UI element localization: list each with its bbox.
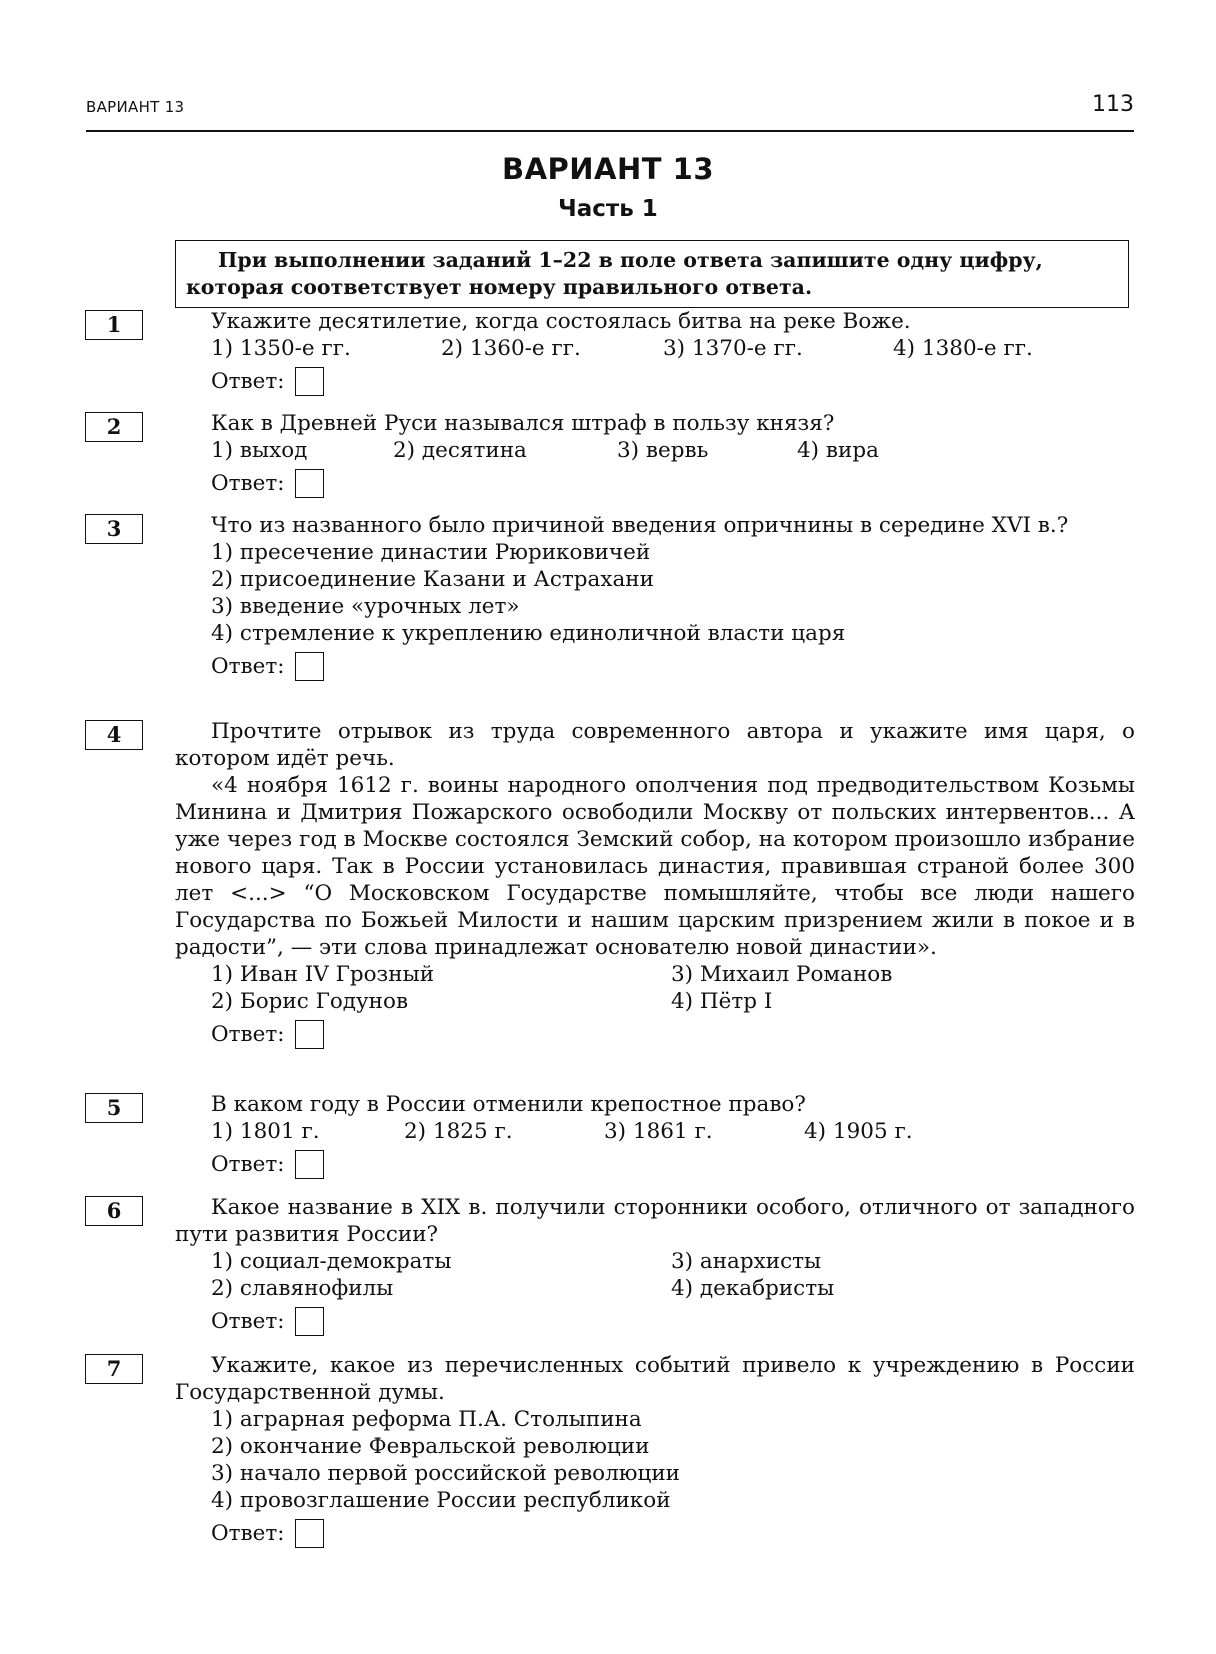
task-number: 7 — [85, 1354, 143, 1384]
answer-box[interactable] — [295, 1519, 324, 1548]
option: 3) вервь — [617, 438, 709, 463]
answer-box[interactable] — [295, 652, 324, 681]
task-5 — [106, 1091, 1135, 1179]
instruction-line-2: которая соответствует номеру правильного ответа. — [186, 275, 813, 299]
task-6 — [106, 1194, 1135, 1336]
answer-row — [175, 651, 1135, 681]
answer-label: Ответ: — [211, 368, 285, 394]
answer-label: Ответ: — [211, 1151, 285, 1177]
running-head: ВАРИАНТ 13 — [86, 98, 185, 116]
task-number: 1 — [85, 310, 143, 340]
instruction-box — [175, 240, 1129, 308]
option: 2) славянофилы — [211, 1276, 394, 1301]
option: 1) 1350-е гг. — [211, 336, 351, 361]
option: 1) пресечение династии Рюриковичей — [211, 540, 651, 565]
answer-row — [175, 468, 1135, 498]
part-title: Часть 1 — [558, 196, 658, 222]
task-1 — [106, 308, 1135, 396]
answer-box[interactable] — [295, 1020, 324, 1049]
task-2 — [106, 410, 1135, 498]
task-options — [175, 539, 1135, 647]
answer-label: Ответ: — [211, 470, 285, 496]
task-question: Укажите десятилетие, когда состоялась битва на реке Воже. — [211, 309, 911, 334]
answer-box[interactable] — [295, 1307, 324, 1336]
task-4 — [106, 718, 1135, 1049]
option: 4) провозглашение России республикой — [211, 1488, 671, 1513]
task-options — [175, 1406, 1135, 1514]
task-number: 5 — [85, 1093, 143, 1123]
answer-row — [175, 1019, 1135, 1049]
option: 3) анархисты — [671, 1249, 822, 1274]
header-rule — [86, 130, 1134, 132]
task-number: 2 — [85, 412, 143, 442]
task-options — [175, 335, 1135, 362]
task-question: Какое название в XIX в. получили сторонники особого, отличного от западного пути развития России? — [175, 1195, 1135, 1247]
task-options — [175, 437, 1135, 464]
option: 1) социал-демократы — [211, 1249, 452, 1274]
page-number: 113 — [1092, 92, 1134, 117]
task-7 — [106, 1352, 1135, 1548]
task-number: 3 — [85, 514, 143, 544]
option: 3) введение «урочных лет» — [211, 594, 520, 619]
variant-title: ВАРИАНТ 13 — [501, 152, 715, 186]
task-question: Прочтите отрывок из труда современного автора и укажите имя царя, о котором идёт речь. — [175, 719, 1135, 771]
task-question: Что из названного было причиной введения опричнины в середине XVI в.? — [211, 513, 1069, 538]
option: 1) аграрная реформа П.А. Столыпина — [211, 1407, 642, 1432]
option: 4) 1380-е гг. — [893, 336, 1033, 361]
task-question: В каком году в России отменили крепостное право? — [211, 1092, 806, 1117]
task-question: Как в Древней Руси назывался штраф в пользу князя? — [211, 411, 835, 436]
answer-box[interactable] — [295, 367, 324, 396]
option: 3) Михаил Романов — [671, 962, 893, 987]
answer-label: Ответ: — [211, 653, 285, 679]
answer-label: Ответ: — [211, 1021, 285, 1047]
option: 2) присоединение Казани и Астрахани — [211, 567, 654, 592]
answer-row — [175, 1306, 1135, 1336]
task-number: 6 — [85, 1196, 143, 1226]
task-3 — [106, 512, 1135, 681]
answer-row — [175, 1149, 1135, 1179]
answer-row — [175, 366, 1135, 396]
answer-label: Ответ: — [211, 1308, 285, 1334]
option: 2) окончание Февральской революции — [211, 1434, 650, 1459]
task-quote: «4 ноября 1612 г. воины народного ополчения под предводительством Козьмы Минина и Дмитрия Пожарского освободили Москву от польских интервентов... А уже через год в Москве состоялся Земский собор, на котором произошло избрание нового царя. Так в России установилась династия, правившая страной более 300 лет <...> “О Московском Государстве помышляйте, чтобы все люди нашего Государства по Божьей Милости и нашим царским призрением жили в покое и в радости”, — эти слова принадлежат основателю новой династии». — [175, 773, 1135, 960]
option: 4) стремление к укреплению единоличной власти царя — [211, 621, 846, 646]
option: 4) 1905 г. — [804, 1119, 913, 1144]
answer-label: Ответ: — [211, 1520, 285, 1546]
option: 2) 1360-е гг. — [441, 336, 581, 361]
option: 3) 1861 г. — [604, 1119, 713, 1144]
instruction-line-1: При выполнении заданий 1–22 в поле ответа запишите одну цифру, — [218, 248, 1043, 272]
answer-box[interactable] — [295, 469, 324, 498]
option: 2) Борис Годунов — [211, 989, 409, 1014]
task-question: Укажите, какое из перечисленных событий привело к учреждению в России Государственной думы. — [175, 1353, 1135, 1405]
option: 1) выход — [211, 438, 308, 463]
task-options — [175, 1248, 1135, 1302]
option: 4) вира — [797, 438, 879, 463]
option: 1) Иван IV Грозный — [211, 962, 435, 987]
task-number: 4 — [85, 720, 143, 750]
option: 3) начало первой российской революции — [211, 1461, 680, 1486]
task-options — [175, 961, 1135, 1015]
option: 3) 1370-е гг. — [663, 336, 803, 361]
option: 4) декабристы — [671, 1276, 835, 1301]
option: 2) десятина — [393, 438, 527, 463]
option: 1) 1801 г. — [211, 1119, 320, 1144]
answer-box[interactable] — [295, 1150, 324, 1179]
task-options — [175, 1118, 1135, 1145]
option: 2) 1825 г. — [404, 1119, 513, 1144]
option: 4) Пётр I — [671, 989, 773, 1014]
answer-row — [175, 1518, 1135, 1548]
